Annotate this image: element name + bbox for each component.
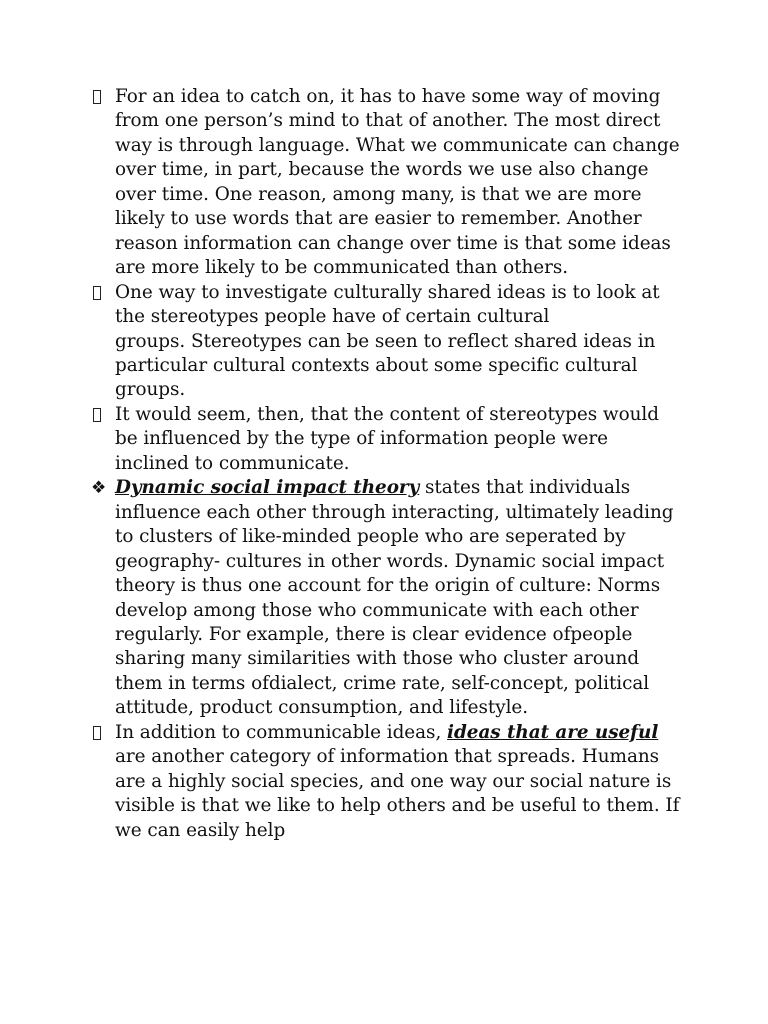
list-item <box>86 476 686 721</box>
list-item <box>86 403 686 476</box>
list-item <box>86 85 686 281</box>
square-bullet-icon <box>86 403 108 427</box>
paragraph-text <box>115 721 686 843</box>
diamond-bullet-icon: ❖ <box>91 478 107 499</box>
list-item <box>86 281 686 403</box>
paragraph-text: It would seem, then, that the content of stereotypes would be influenced by the type of information people were inclined to communicate. <box>115 403 659 474</box>
square-bullet-icon <box>86 281 108 305</box>
list-item <box>86 721 686 843</box>
paragraph-body: are another category of information that spreads. Humans are a highly social species, and one way our social nature is visible is that we like to help others and be useful to them. If we can easily help <box>115 746 680 841</box>
paragraph-body: states that individuals influence each other through interacting, ultimately leading to clusters of like-minded people who are seperated by geography- cultures in other words. Dynamic social impact theory is thus one account for the origin of culture: Norms develop among those who communicate with each other regularly. For example, there is clear evidence ofpeople sharing many similarities with those who cluster around them in terms ofdialect, crime rate, self-concept, political attitude, product consumption, and lifestyle. <box>115 477 674 719</box>
paragraph-text <box>115 476 686 721</box>
paragraph-text: For an idea to catch on, it has to have some way of moving from one person’s mind to that of another. The most direct way is through language. What we communicate can change over time, in part, because the words we use also change over time. One reason, among many, is that we are more likely to use words that are easier to remember. Another reason information can change over time is that some ideas are more likely to be communicated than others. <box>115 86 680 279</box>
square-bullet-icon <box>86 85 108 109</box>
key-term: ideas that are useful <box>447 721 659 743</box>
square-bullet-icon <box>86 721 108 745</box>
key-term: Dynamic social impact theory <box>115 477 420 499</box>
paragraph-lead: In addition to communicable ideas, <box>115 721 448 743</box>
bullet-list <box>86 85 686 843</box>
paragraph-text: One way to investigate culturally shared ideas is to look at the stereotypes people have of certain cultural groups. Stereotypes can be seen to reflect shared ideas in particular cultural contexts about some specific cultural groups. <box>115 281 660 401</box>
